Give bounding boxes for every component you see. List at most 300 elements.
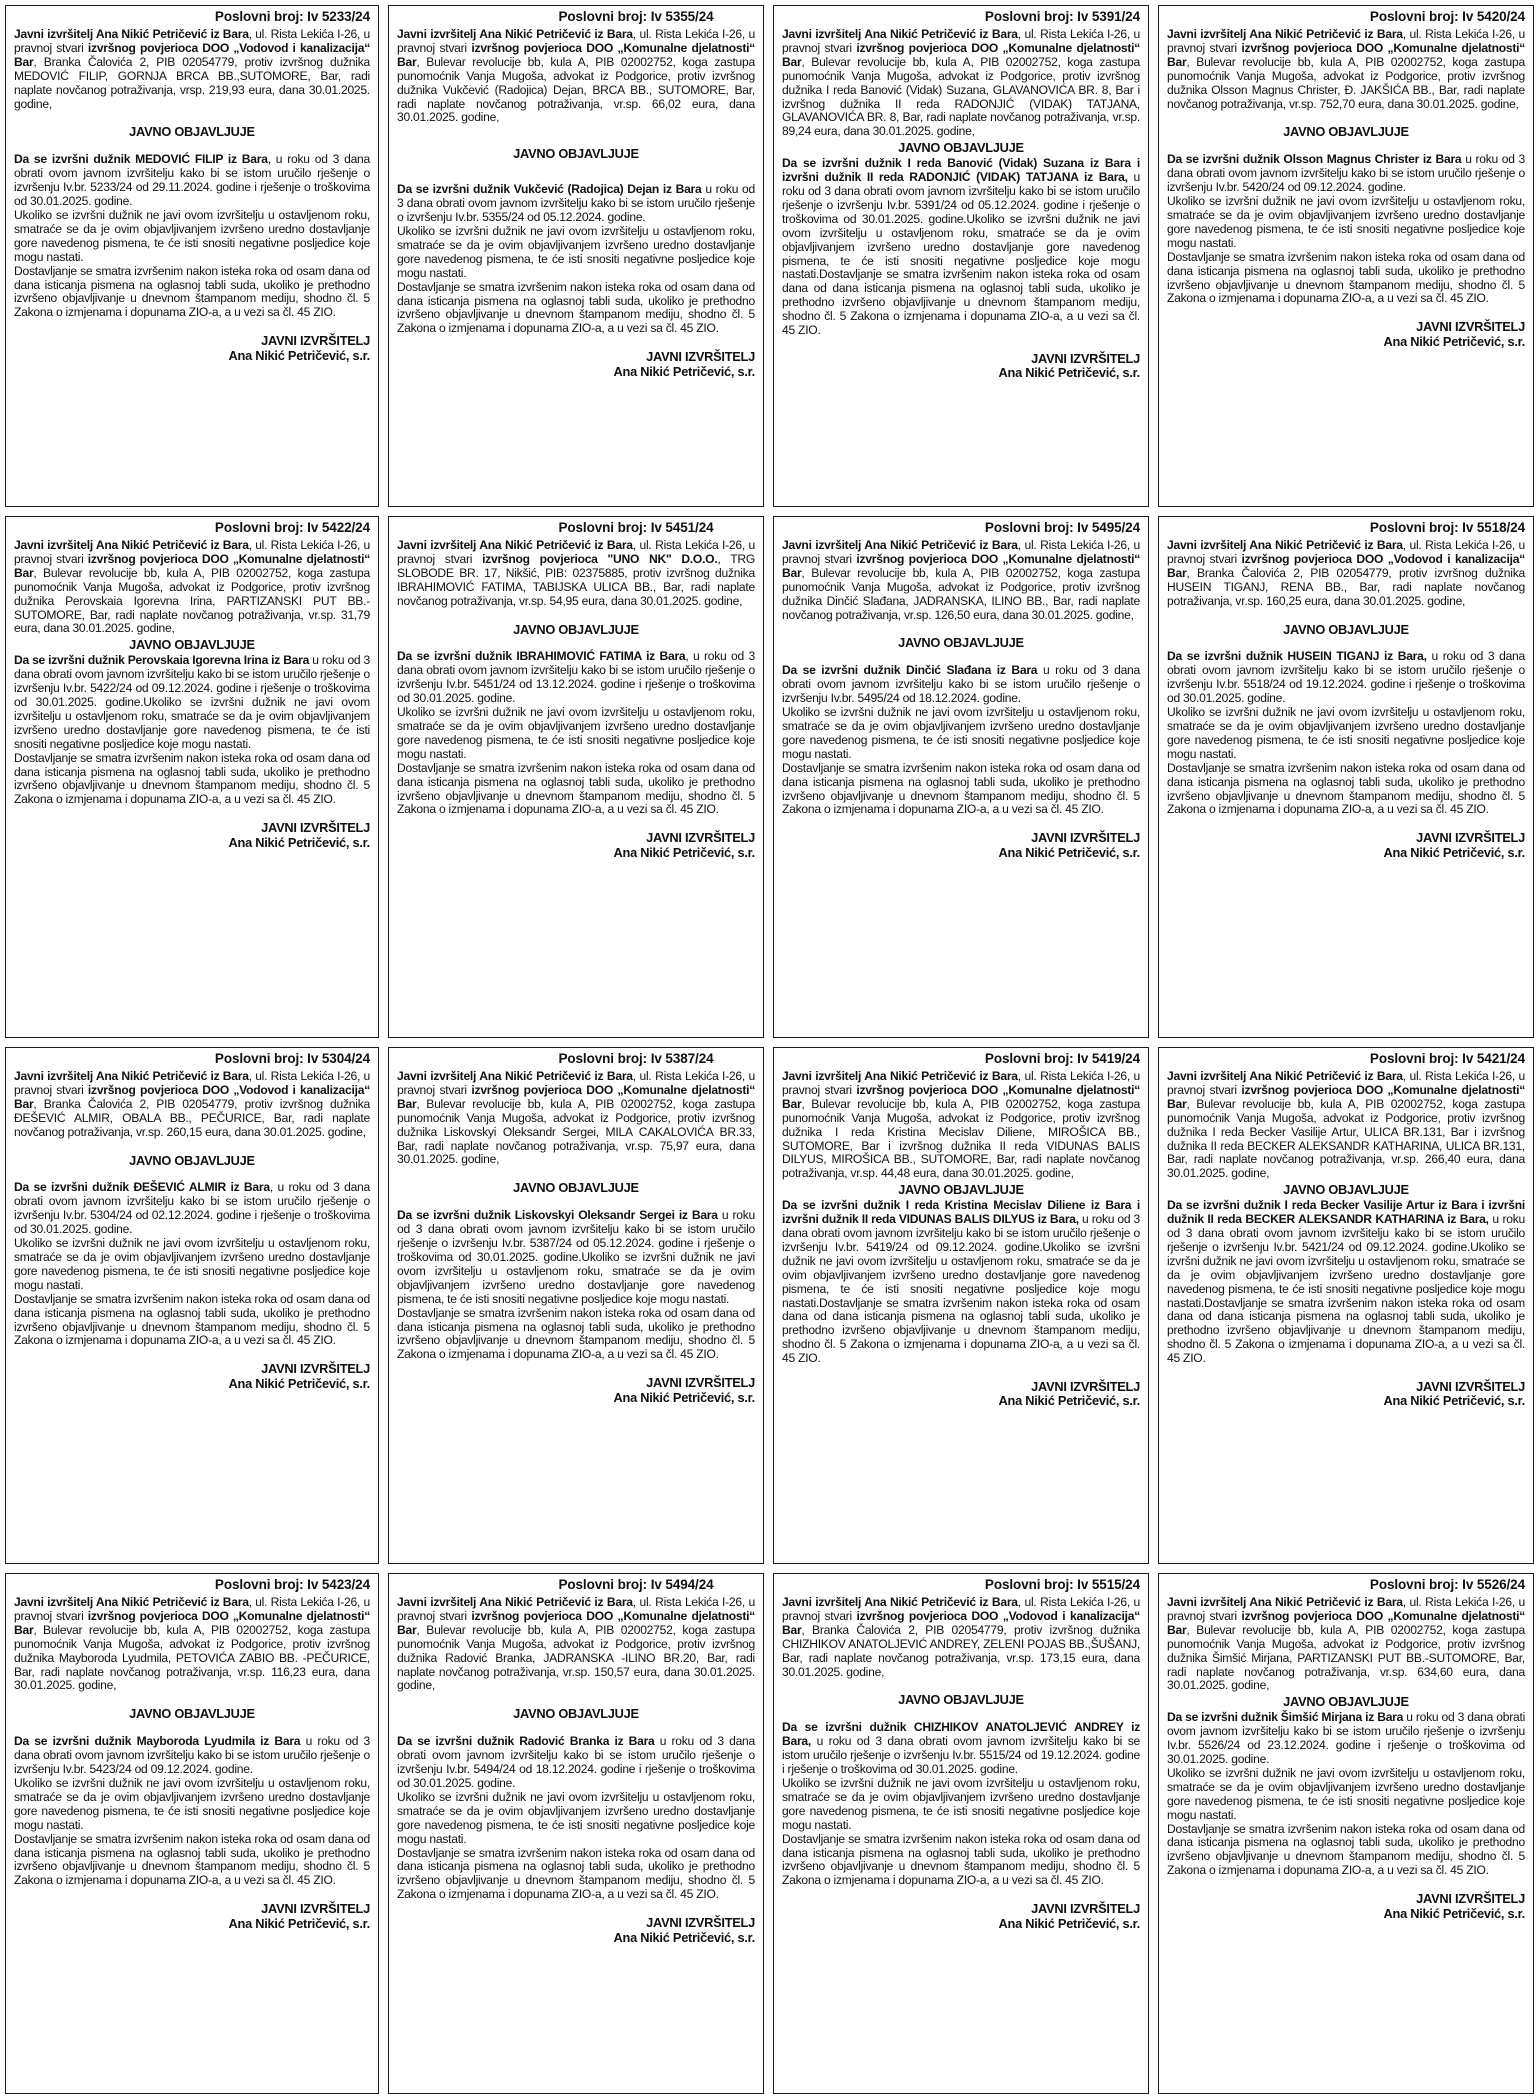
text-run: , Bulevar revolucije bb, kula A, PIB 02002752, koga zastupa punomoćnik Vanja Mugoša, advokat iz Podgorice, protiv izvršnog dužnika Dinčić Slađana, JADRANSKA, ILINO BB., Bar, radi naplate novčanog potraživanja, vr.sp. 126,50 eura, dana 30.01.2025. godine, xyxy=(782,565,1140,622)
text-run: Ukoliko se izvršni dužnik ne javi ovom izvršitelju u ostavljenom roku, smatraće se da je ovim objavljivanjem izvršeno uredno dostavljanje gore navedenog pismena, te će isti snositi negativne posljedice koje mogu nastati. xyxy=(397,1789,755,1846)
text-run: Dostavljanje se smatra izvršenim nakon isteka roka od osam dana od dana isticanja pismena na oglasnoj tabli suda, ukoliko je prethodno izvršeno objavljivanje u dnevnom štampanom mediju, shodno čl. 5 Zakona o izmjenama i dopunama ZIO-a, a u vezi sa čl. 45 ZIO. xyxy=(14,1291,370,1348)
text-run: Ukoliko se izvršni dužnik ne javi ovom izvršitelju u ostavljenom roku, smatraće se da je ovim objavljivanjem izvršeno uredno dostavljanje gore navedenog pismena, te će isti snositi negativne posljedice koje mogu nastati. xyxy=(397,223,755,280)
spacer xyxy=(1167,609,1525,623)
spacer xyxy=(1167,636,1525,650)
notice-body xyxy=(14,654,370,807)
notice-cell-13 xyxy=(0,1568,383,2098)
body-paragraph xyxy=(782,762,1140,818)
notice-cell-4 xyxy=(1153,0,1538,511)
text-run: u roku od 3 dana obrati ovom javnom izvršitelju kako bi se istom uručilo rješenje o izvršenju Iv.br. 5423/24 od 09.12.2024. godine. xyxy=(14,1734,370,1777)
text-run: , ul. Rista Lekića I-26, u pravnoj stvari xyxy=(14,1069,370,1097)
notice-box xyxy=(5,5,379,507)
signature-title: JAVNI IZVRŠITELJ xyxy=(1416,319,1525,335)
case-number: Poslovni broj: Iv 5391/24 xyxy=(984,9,1140,24)
signature xyxy=(1167,1892,1525,1921)
notice-cell-7 xyxy=(768,511,1153,1042)
text-run: Dostavljanje se smatra izvršenim nakon isteka roka od osam dana od dana isticanja pismena na oglasnoj tabli suda, ukoliko je prethodno izvršeno objavljivanje u dnevnom štampanom mediju, shodno čl. 5 Zakona o izmjenama i dopunama ZIO-a, a u vezi sa čl. 45 ZIO. xyxy=(782,760,1140,817)
bold-text: Javni izvršitelj Ana Nikić Petričević iz Bara xyxy=(14,27,249,41)
notice-intro xyxy=(14,539,370,636)
text-run: , Bulevar revolucije bb, kula A, PIB 02002752, koga zastupa punomoćnik Vanja Mugoša, advokat iz Podgorice, protiv izvršnog dužnika I reda Kristina Mecislav Diliene, MIROŠICA BB., SUTOMORE, Bar i izvršnog dužnika II reda VIDUNAS BALIS DILYUS, MIROŠICA BB., SUTOMORE, Bar, radi naplate novčanog potraživanja, vr.sp. 44,48 eura, dana 30.01.2025. godine, xyxy=(782,1096,1140,1181)
notice-heading: JAVNO OBJAVLJUJE xyxy=(513,146,639,162)
signature-name: Ana Nikić Petričević, s.r. xyxy=(998,1393,1140,1409)
body-paragraph xyxy=(397,281,755,337)
bold-text: Javni izvršitelj Ana Nikić Petričević iz Bara xyxy=(1167,1595,1403,1609)
text-run: , ul. Rista Lekića I-26, u pravnoj stvari xyxy=(782,538,1140,566)
signature-name: Ana Nikić Petričević, s.r. xyxy=(228,1375,370,1391)
notice-cell-2 xyxy=(383,0,768,511)
notice-heading: JAVNO OBJAVLJUJE xyxy=(898,1182,1024,1198)
notice-box xyxy=(388,1047,764,1564)
bold-text: Da se izvršni dužnik Mayboroda Lyudmila iz Bara xyxy=(14,1734,301,1749)
signature xyxy=(782,1902,1140,1931)
signature-name: Ana Nikić Petričević, s.r. xyxy=(1383,333,1525,349)
body-paragraph xyxy=(14,153,370,209)
notice-heading: JAVNO OBJAVLJUJE xyxy=(129,1152,255,1168)
text-run: , ul. Rista Lekića I-26, u pravnoj stvari xyxy=(14,538,370,566)
notice-heading: JAVNO OBJAVLJUJE xyxy=(129,1706,255,1722)
bold-text: izvršnog povjerioca DOO „Komunalne djelatnosti“ Bar xyxy=(1167,1082,1526,1111)
bold-text: Javni izvršitelj Ana Nikić Petričević iz Bara xyxy=(1167,538,1403,552)
case-number: Poslovni broj: Iv 5451/24 xyxy=(558,520,714,535)
spacer xyxy=(397,1693,755,1707)
signature xyxy=(782,352,1140,381)
text-run: , Bulevar revolucije bb, kula A, PIB 02002752, koga zastupa punomoćnik Vanja Mugoša, advokat iz Podgorice, protiv izvršnog dužnika Olsson Magnus Christer, Đ. JAKŠIĆA BB., Bar, radi naplate novčanog potraživanja, vr.sp. 752,70 eura, dana 30.01.2025. godine, xyxy=(1167,54,1525,111)
text-run: Ukoliko se izvršni dužnik ne javi ovom izvršitelju u ostavljenom roku, smatraće se da je ovim objavljivanjem izvršeno uredno dostavljanje gore navedenog pismena, te će isti snositi negativne posljedice koje mogu nastati. xyxy=(14,1236,370,1292)
body-paragraph xyxy=(1167,1199,1525,1366)
spacer xyxy=(782,1679,1140,1693)
text-run: , TRG SLOBODE BR. 17, Nikšić, PIB: 02375885, protiv izvršnog dužnika IBRAHIMOVIĆ FATIMA, TABIJSKA ULICA BB., Bar, radi naplate novčanog potraživanja, vr.sp. 54,95 eura, dana 30.01.2025. godine, xyxy=(397,551,756,608)
signature-title: JAVNI IZVRŠITELJ xyxy=(1031,830,1140,846)
body-paragraph xyxy=(1167,195,1525,251)
signature xyxy=(14,334,370,363)
text-run: Dostavljanje se smatra izvršenim nakon isteka roka od osam dana od dana isticanja pismena na oglasnoj tabli suda, ukoliko je prethodno izvršeno objavljivanje u dnevnom štampanom mediju, shodno čl. 5 Zakona o izmjenama i dopunama ZIO-a, a u vezi sa čl. 45 ZIO. xyxy=(397,279,755,336)
body-paragraph xyxy=(14,1237,370,1293)
signature xyxy=(14,1362,370,1391)
signature xyxy=(14,1902,370,1931)
text-run: Ukoliko se izvršni dužnik ne javi ovom izvršitelju u ostavljenom roku, smatraće se da je ovim objavljivanjem izvršeno uredno dostavljanje gore navedenog pismena, te će isti snositi negativne posljedice koje mogu nastati. xyxy=(14,1775,370,1832)
text-run: u roku od 3 dana obrati ovom javnom izvršitelju kako bi se istom uručilo rješenje o izvršenju Iv.br. 5391/24 od 05.12.2024. godine i rješenje o troškovima od 30.01.2025. godine.Ukoliko se izvršni dužnik ne javi ovom izvršitelju u ostavljenom roku, smatraće se da je ovim objavljivanjem izvršeno uredno dostavljanje gore navedenog pismena, te će isti snositi negativne posljedice koje mogu nastati.Dostavljanje se smatra izvršenim nakon isteka roka od osam dana od dana isticanja pismena na oglasnoj tabli suda, ukoliko je prethodno izvršeno objavljivanje u dnevnom štampanom mediju, shodno čl. 5 Zakona o izmjenama i dopunama ZIO-a, a u vezi sa čl. 45 ZIO. xyxy=(782,170,1140,338)
notice-body xyxy=(14,1181,370,1348)
body-paragraph xyxy=(14,752,370,808)
notice-body xyxy=(397,1735,755,1902)
body-paragraph xyxy=(14,1181,370,1237)
notice-heading: JAVNO OBJAVLJUJE xyxy=(1283,621,1409,637)
body-paragraph xyxy=(1167,706,1525,762)
signature xyxy=(397,1376,755,1405)
signature-title: JAVNI IZVRŠITELJ xyxy=(261,1361,370,1377)
body-paragraph xyxy=(1167,153,1525,195)
spacer xyxy=(14,111,370,125)
bold-text: Da se izvršni dužnik HUSEIN TIGANJ iz Bara, xyxy=(1167,649,1427,664)
signature-title: JAVNI IZVRŠITELJ xyxy=(1031,1901,1140,1917)
body-paragraph xyxy=(14,1735,370,1777)
text-run: , u roku od 3 dana obrati ovom javnom izvršitelju kako bi se istom uručilo rješenje o izvršenju Iv.br. 5451/24 od 13.12.2024. godine i rješenje o troškovima od 30.01.2025. godine. xyxy=(397,649,755,706)
case-number: Poslovni broj: Iv 5420/24 xyxy=(1369,9,1525,24)
text-run: , ul. Rista Lekića I-26, u pravnoj stvari xyxy=(1167,1595,1525,1623)
body-paragraph xyxy=(14,654,370,751)
text-run: , ul. Rista Lekića I-26, u pravnoj stvari xyxy=(1167,1069,1525,1097)
text-run: Dostavljanje se smatra izvršenim nakon isteka roka od osam dana od dana isticanja pismena na oglasnoj tabli suda, ukoliko je prethodno izvršeno objavljivanje u dnevnom štampanom mediju, shodno čl. 5 Zakona o izmjenama i dopunama ZIO-a, a u vezi sa čl. 45 ZIO. xyxy=(14,1831,370,1888)
text-run: u roku od 3 dana obrati ovom javnom izvršitelju kako bi se istom uručilo rješenje o izvršenju Iv.br. 5515/24 od 19.12.2024. godine i rješenje o troškovima od 30.01.2025. godine. xyxy=(782,1734,1140,1777)
bold-text: Javni izvršitelj Ana Nikić Petričević iz Bara xyxy=(782,1595,1018,1609)
text-run: Ukoliko se izvršni dužnik ne javi ovom izvršitelju u ostavljenom roku, smatraće se da je ovim objavljivanjem izvršeno uredno dostavljanje gore navedenog pismena, te će isti snositi negativne posljedice koje mogu nastati. xyxy=(782,1775,1140,1832)
text-run: , ul. Rista Lekića I-26, u pravnoj stvari xyxy=(1167,538,1525,566)
text-run: , u roku od 3 dana obrati ovom javnom izvršitelju kako bi se istom uručilo rješenje o izvršenju Iv.br. 5233/24 od 29.11.2024. godine i rješenje o troškovima od 30.01.2025. godine. xyxy=(14,152,371,209)
spacer xyxy=(397,1167,755,1181)
signature-title: JAVNI IZVRŠITELJ xyxy=(1416,1891,1525,1907)
notice-body xyxy=(397,183,755,336)
text-run: u roku od 3 dana obrati ovom javnom izvršitelju kako bi se istom uručilo rješenje o izvršenju Iv.br. 5355/24 od 05.12.2024. godine. xyxy=(397,182,755,225)
bold-text: Da se izvršni dužnik Olsson Magnus Christer iz Bara xyxy=(1167,152,1462,167)
bold-text: izvršnog povjerioca DOO „Vodovod i kanalizacija“ Bar xyxy=(1167,551,1525,580)
bold-text: Da se izvršni dužnik I reda Becker Vasilije Artur iz Bara i izvršni dužnik II reda BECKER ALEKSANDR KATHARINA iz Bara, xyxy=(1167,1198,1525,1227)
notice-intro xyxy=(14,1070,370,1140)
signature-title: JAVNI IZVRŠITELJ xyxy=(1031,350,1140,366)
body-paragraph xyxy=(782,1833,1140,1889)
notice-body xyxy=(397,650,755,817)
signature xyxy=(782,1380,1140,1409)
text-run: , ul. Rista Lekića I-26, u pravnoj stvari xyxy=(397,1595,755,1623)
spacer xyxy=(397,609,755,623)
text-run: , Branka Čalovića 2, PIB 02054779, protiv izvršnog dužnika MEDOVIĆ FILIP, GORNJA BRCA BB.,SUTOMORE, Bar, radi naplate novčanog potraživanja, vrsp. 219,93 eura, dana 30.01.2025. godine, xyxy=(14,54,370,111)
body-paragraph xyxy=(397,1735,755,1791)
signature xyxy=(14,821,370,850)
bold-text: Da se izvršni dužnik MEDOVIĆ FILIP iz Bara xyxy=(14,152,268,167)
text-run: Dostavljanje se smatra izvršenim nakon isteka roka od osam dana od dana isticanja pismena na oglasnoj tabli suda, ukoliko je prethodno izvršeno objavljivanje u dnevnom štampanom mediju, shodno čl. 5 Zakona o izmjenama i dopunama ZIO-a, a u vezi sa čl. 45 ZIO. xyxy=(397,1305,755,1362)
body-paragraph xyxy=(397,183,755,225)
bold-text: izvršnog povjerioca DOO „Komunalne djelatnosti“ Bar xyxy=(397,1082,756,1111)
spacer xyxy=(782,650,1140,664)
text-run: Dostavljanje se smatra izvršenim nakon isteka roka od osam dana od dana isticanja pismena na oglasnoj tabli suda, ukoliko je prethodno izvršeno objavljivanje u dnevnom štampanom mediju, shodno čl. 5 Zakona o izmjenama i dopunama ZIO-a, a u vezi sa čl. 45 ZIO. xyxy=(782,1831,1140,1888)
bold-text: Da se izvršni dužnik Liskovskyi Oleksandr Sergei iz Bara xyxy=(397,1208,718,1223)
body-paragraph xyxy=(14,1833,370,1889)
signature-title: JAVNI IZVRŠITELJ xyxy=(1416,830,1525,846)
text-run: Dostavljanje se smatra izvršenim nakon isteka roka od osam dana od dana isticanja pismena na oglasnoj tabli suda, ukoliko je prethodno izvršeno objavljivanje u dnevnom štampanom mediju, shodno čl. 5 Zakona o izmjenama i dopunama ZIO-a, a u vezi sa čl. 45 ZIO. xyxy=(1167,249,1525,306)
text-run: Dostavljanje se smatra izvršenim nakon isteka roka od osam dana od dana isticanja pismena na oglasnoj tabli suda, ukoliko je prethodno izvršeno objavljivanje u dnevnom štampanom mediju, shodno čl. 5 Zakona o izmjenama i dopunama ZIO-a, a u vezi sa čl. 45 ZIO. xyxy=(1167,760,1525,817)
bold-text: izvršnog povjerioca "UNO NK" D.O.O. xyxy=(482,551,718,566)
notice-cell-1 xyxy=(0,0,383,511)
signature-title: JAVNI IZVRŠITELJ xyxy=(1416,1379,1525,1395)
signature xyxy=(1167,831,1525,860)
signature-title: JAVNI IZVRŠITELJ xyxy=(646,830,755,846)
signature xyxy=(1167,320,1525,349)
notice-body xyxy=(782,157,1140,338)
signature-name: Ana Nikić Petričević, s.r. xyxy=(228,834,370,850)
case-number: Poslovni broj: Iv 5518/24 xyxy=(1369,520,1525,535)
case-number: Poslovni broj: Iv 5494/24 xyxy=(558,1577,714,1592)
text-run: , Bulevar revolucije bb, kula A, PIB 02002752, koga zastupa punomoćnik Vanja Mugoša, advokat iz Podgorice, protiv izvršnog dužnika Mayboroda Lyudmila, PETOVIĆA ZABIO BB. -PEČURICE, Bar, radi naplate novčanog potraživanja, vr.sp. 116,23 eura, dana 30.01.2025. godine, xyxy=(14,1622,370,1693)
text-run: , Bulevar revolucije bb, kula A, PIB 02002752, koga zastupa punomoćnik Vanja Mugoša, advokat iz Podgorice, protiv izvršnog dužnika I reda Becker Vasilije Artur, ULICA BR.131, Bar i izvršnog dužnika II reda BECKER ALEKSANDR KATHARINA, ULICA BR.131, Bar, radi naplate novčanog potraživanja, vr.sp. 266,40 eura, dana 30.01.2025. godine, xyxy=(1167,1096,1525,1181)
notice-intro xyxy=(14,28,370,111)
notice-heading: JAVNO OBJAVLJUJE xyxy=(1283,1694,1409,1710)
text-run: Ukoliko se izvršni dužnik ne javi ovom izvršitelju u ostavljenom roku, smatraće se da je ovim objavljivanjem izvršeno uredno dostavljanje gore navedenog pismena, te će isti snositi negativne posljedice koje mogu nastati. xyxy=(1167,1765,1525,1822)
bold-text: Javni izvršitelj Ana Nikić Petričević iz Bara xyxy=(397,1595,633,1609)
notice-heading: JAVNO OBJAVLJUJE xyxy=(129,124,255,140)
notice-box xyxy=(1158,5,1534,507)
notice-cell-11 xyxy=(768,1042,1153,1568)
text-run: , Branka Čalovića 2, PIB 02054779, protiv izvršnog dužnika CHIZHIKOV ANATOLJEVIĆ ANDREY, ZELENI POJAS BB.,ŠUŠANJ, Bar, radi naplate novčanog potraživanja, vr.sp. 173,15 eura, dana 30.01.2025. godine, xyxy=(782,1622,1140,1679)
text-run: Dostavljanje se smatra izvršenim nakon isteka roka od osam dana od dana isticanja pismena na oglasnoj tabli suda, ukoliko je prethodno izvršeno objavljivanje u dnevnom štampanom mediju, shodno čl. 5 Zakona o izmjenama i dopunama ZIO-a, a u vezi sa čl. 45 ZIO. xyxy=(14,263,370,320)
signature-title: JAVNI IZVRŠITELJ xyxy=(646,349,755,365)
notice-body xyxy=(782,1199,1140,1366)
notice-body xyxy=(1167,1199,1525,1366)
signature-name: Ana Nikić Petričević, s.r. xyxy=(613,844,755,860)
case-number: Poslovni broj: Iv 5355/24 xyxy=(558,9,714,24)
bold-text: Javni izvršitelj Ana Nikić Petričević iz Bara xyxy=(1167,1069,1403,1083)
notice-body xyxy=(14,1735,370,1888)
signature-name: Ana Nikić Petričević, s.r. xyxy=(998,365,1140,381)
signature xyxy=(782,831,1140,860)
bold-text: Da se izvršni dužnik CHIZHIKOV ANATOLJEVIĆ ANDREY iz Bara, xyxy=(782,1720,1140,1749)
body-paragraph xyxy=(782,1721,1140,1777)
notice-intro xyxy=(397,28,755,125)
text-run: , Bulevar revolucije bb, kula A, PIB 02002752, koga zastupa punomoćnik Vanja Mugoša, advokat iz Podgorice, protiv izvršnog dužnika I reda Banović (Vidak) Suzana, GLAVANOVIĆA BR. 8, Bar i izvršnog dužnika II reda RADONJIĆ (VIDAK) TATJANA, GLAVANOVIĆA BR. 8, Bar, radi naplate novčanog potraživanja, vr.sp. 89,24 eura, dana 30.01.2025. godine, xyxy=(782,54,1140,139)
bold-text: Da se izvršni dužnik I reda Kristina Mecislav Diliene iz Bara i izvršni dužnik II reda VIDUNAS BALIS DILYUS iz Bara, xyxy=(782,1198,1140,1227)
text-run: , Bulevar revolucije bb, kula A, PIB 02002752, koga zastupa punomoćnik Vanja Mugoša, advokat iz Podgorice, protiv izvršnog dužnika Liskovskyi Oleksandr Sergei, MILA CAKALOVIĆA BR.33, Bar, radi naplate novčanog potraživanja, vr.sp. 75,97 eura, dana 30.01.2025. godine, xyxy=(397,1096,755,1167)
notice-box xyxy=(1158,1047,1534,1564)
notice-cell-6 xyxy=(383,511,768,1042)
notice-body xyxy=(782,664,1140,817)
text-run: , Bulevar revolucije bb, kula A, PIB 02002752, koga zastupa punomoćnik Vanja Mugoša, advokat iz Podgorice, protiv izvršnog dužnika Vukčević (Radojica) Dejan, BRCA BB., SUTOMORE, Bar, radi naplate novčanog potraživanja, vr.sp. 66,02 eura, dana 30.01.2025. godine, xyxy=(397,54,755,125)
bold-text: izvršnog povjerioca DOO „Komunalne djelatnosti“ Bar xyxy=(782,40,1141,69)
body-paragraph xyxy=(1167,1823,1525,1879)
spacer xyxy=(397,125,755,147)
text-run: Ukoliko se izvršni dužnik ne javi ovom izvršitelju u ostavljenom roku, smatraće se da je ovim objavljivanjem izvršeno uredno dostavljanje gore navedenog pismena, te će isti snositi negativne posljedice koje mogu nastati. xyxy=(397,705,755,761)
bold-text: izvršnog povjerioca DOO „Komunalne djelatnosti“ Bar xyxy=(1167,1608,1526,1637)
body-paragraph xyxy=(782,706,1140,762)
notice-heading: JAVNO OBJAVLJUJE xyxy=(1283,124,1409,140)
body-paragraph xyxy=(397,225,755,281)
notice-heading: JAVNO OBJAVLJUJE xyxy=(513,1180,639,1196)
bold-text: Javni izvršitelj Ana Nikić Petričević iz Bara xyxy=(397,538,633,552)
body-paragraph xyxy=(397,1209,755,1306)
text-run: u roku od 3 dana obrati ovom javnom izvršitelju kako bi se istom uručilo rješenje o izvršenju Iv.br. 5518/24 od 19.12.2024. godine i rješenje o troškovima od 30.01.2025. godine. xyxy=(1167,649,1525,706)
notice-intro xyxy=(1167,539,1525,609)
notice-intro xyxy=(1167,1596,1525,1693)
signature-name: Ana Nikić Petričević, s.r. xyxy=(613,1929,755,1945)
body-paragraph xyxy=(782,1777,1140,1833)
text-run: , Branka Čalovića 2, PIB 02054779, protiv izvršnog dužnika ĐEŠEVIĆ ALMIR, OBALA BB., PEČURICE, Bar, radi naplate novčanog potraživanja, vr.sp. 260,15 eura, dana 30.01.2025. godine, xyxy=(14,1096,370,1139)
text-run: u roku od 3 dana obrati ovom javnom izvršitelju kako bi se istom uručilo rješenje o izvršenju Iv.br. 5495/24 od 18.12.2024. godine. xyxy=(782,663,1141,706)
text-run: u roku od 3 dana obrati ovom javnom izvršitelju kako bi se istom uručilo rješenje o izvršenju Iv.br. 5419/24 od 09.12.2024. godine.Ukoliko se izvršni dužnik ne javi ovom izvršitelju u ostavljenom roku, smatraće se da je ovim objavljivanjem izvršeno uredno dostavljanje gore navedenog pismena, te će isti snositi negativne posljedice koje mogu nastati.Dostavljanje se smatra izvršenim nakon isteka roka od osam dana od dana isticanja pismena na oglasnoj tabli suda, ukoliko je prethodno izvršeno objavljivanje u dnevnom štampanom mediju, shodno čl. 5 Zakona o izmjenama i dopunama ZIO-a, a u vezi sa čl. 45 ZIO. xyxy=(782,1212,1141,1366)
text-run: Dostavljanje se smatra izvršenim nakon isteka roka od osam dana od dana isticanja pismena na oglasnoj tabli suda, ukoliko je prethodno izvršeno objavljivanje u dnevnom štampanom mediju, shodno čl. 5 Zakona o izmjenama i dopunama ZIO-a, a u vezi sa čl. 45 ZIO. xyxy=(397,1845,755,1902)
notice-cell-10 xyxy=(383,1042,768,1568)
body-paragraph xyxy=(14,1293,370,1349)
bold-text: izvršnog povjerioca DOO „Komunalne djelatnosti“ Bar xyxy=(782,551,1141,580)
case-number: Poslovni broj: Iv 5515/24 xyxy=(984,1577,1140,1592)
text-run: , Bulevar revolucije bb, kula A, PIB 02002752, koga zastupa punomoćnik Vanja Mugoša, advokat iz Podgorice, protiv izvršnog dužnika Šimšić Mirjana, PARTIZANSKI PUT BB.-SUTOMORE, Bar, radi naplate novčanog potraživanja, vr.sp. 634,60 eura, dana 30.01.2025. godine, xyxy=(1167,1622,1525,1693)
notice-body xyxy=(782,1721,1140,1888)
case-number: Poslovni broj: Iv 5304/24 xyxy=(214,1051,370,1066)
text-run: , ul. Rista Lekića I-26, u pravnoj stvari xyxy=(14,1595,370,1623)
body-paragraph xyxy=(14,1777,370,1833)
case-number: Poslovni broj: Iv 5233/24 xyxy=(214,9,370,24)
spacer xyxy=(397,161,755,183)
case-number: Poslovni broj: Iv 5422/24 xyxy=(214,520,370,535)
signature-title: JAVNI IZVRŠITELJ xyxy=(261,820,370,836)
signature-name: Ana Nikić Petričević, s.r. xyxy=(1383,844,1525,860)
text-run: Dostavljanje se smatra izvršenim nakon isteka roka od osam dana od dana isticanja pismena na oglasnoj tabli suda, ukoliko je prethodno izvršeno objavljivanje u dnevnom štampanom mediju, shodno čl. 5 Zakona o izmjenama i dopunama ZIO-a, a u vezi sa čl. 45 ZIO. xyxy=(1167,1821,1525,1878)
body-paragraph xyxy=(397,706,755,762)
bold-text: Javni izvršitelj Ana Nikić Petričević iz Bara xyxy=(14,1595,249,1609)
notice-cell-5 xyxy=(0,511,383,1042)
notice-intro xyxy=(397,539,755,609)
signature-title: JAVNI IZVRŠITELJ xyxy=(261,1901,370,1917)
notice-heading: JAVNO OBJAVLJUJE xyxy=(898,1692,1024,1708)
bold-text: Javni izvršitelj Ana Nikić Petričević iz Bara xyxy=(14,538,249,552)
signature-name: Ana Nikić Petričević, s.r. xyxy=(998,844,1140,860)
notice-intro xyxy=(782,1596,1140,1679)
signature-name: Ana Nikić Petričević, s.r. xyxy=(1383,1905,1525,1921)
case-number: Poslovni broj: Iv 5423/24 xyxy=(214,1577,370,1592)
text-run: Ukoliko se izvršni dužnik ne javi ovom izvršitelju u ostavljenom roku, smatraće se da je ovim objavljivanjem izvršeno uredno dostavljanje gore navedenog pismena, te će isti snositi negativne posljedice koje mogu nastati. xyxy=(1167,705,1525,761)
bold-text: izvršnog povjerioca DOO „Komunalne djelatnosti“ Bar xyxy=(397,40,756,69)
notice-heading: JAVNO OBJAVLJUJE xyxy=(513,1706,639,1722)
notice-box xyxy=(388,5,764,507)
notice-cell-3 xyxy=(768,0,1153,511)
spacer xyxy=(1167,111,1525,125)
text-run: , ul. Rista Lekića I-26, u pravnoj stvari xyxy=(397,538,755,566)
text-run: Dostavljanje se smatra izvršenim nakon isteka roka od osam dana od dana isticanja pismena na oglasnoj tabli suda, ukoliko je prethodno izvršeno objavljivanje u dnevnom štampanom mediju, shodno čl. 5 Zakona o izmjenama i dopunama ZIO-a, a u vezi sa čl. 45 ZIO. xyxy=(397,760,755,817)
text-run: , ul. Rista Lekića I-26, u pravnoj stvari xyxy=(782,27,1140,55)
text-run: u roku od 3 dana obrati ovom javnom izvršitelju kako bi se istom uručilo rješenje o izvršenju Iv.br. 5421/24 od 09.12.2024. godine.Ukoliko se izvršni dužnik ne javi ovom izvršitelju u ostavljenom roku, smatraće se da je ovim objavljivanjem izvršeno uredno dostavljanje gore navedenog pismena, te će isti snositi negativne posljedice koje mogu nastati.Dostavljanje se smatra izvršenim nakon isteka roka od osam dana od dana isticanja pismena na oglasnoj tabli suda, ukoliko je prethodno izvršeno objavljivanje u dnevnom štampanom mediju, shodno čl. 5 Zakona o izmjenama i dopunama ZIO-a, a u vezi sa čl. 45 ZIO. xyxy=(1167,1212,1525,1366)
bold-text: Javni izvršitelj Ana Nikić Petričević iz Bara xyxy=(1167,27,1403,41)
text-run: Ukoliko se izvršni dužnik ne javi ovom izvršitelju u ostavljenom roku, smatraće se da je ovim objavljivanjem izvršeno uredno dostavljanje gore navedenog pismena, te će isti snositi negativne posljedice koje mogu nastati. xyxy=(1167,194,1525,250)
body-paragraph xyxy=(1167,1767,1525,1823)
spacer xyxy=(1167,139,1525,153)
bold-text: Da se izvršni dužnik ĐEŠEVIĆ ALMIR iz Bara xyxy=(14,1180,270,1195)
bold-text: izvršnog povjerioca DOO „Komunalne djelatnosti“ Bar xyxy=(14,551,371,580)
notice-body xyxy=(1167,1711,1525,1878)
notice-heading: JAVNO OBJAVLJUJE xyxy=(898,635,1024,651)
notice-box xyxy=(5,1573,379,2094)
text-run: u roku od 3 dana obrati ovom javnom izvršitelju kako bi se istom uručilo rješenje o izvršenju Iv.br. 5422/24 od 09.12.2024. godine i rješenje o troškovima od 30.01.2025. godine.Ukoliko se izvršni dužnik ne javi ovom izvršitelju u ostavljenom roku, smatraće se da je ovim objavljivanjem izvršeno uredno dostavljanje gore navedenog pismena, te će isti snositi negativne posljedice koje mogu nastati. xyxy=(14,653,370,751)
notice-heading: JAVNO OBJAVLJUJE xyxy=(898,140,1024,156)
signature xyxy=(397,831,755,860)
notice-intro xyxy=(397,1070,755,1167)
body-paragraph xyxy=(1167,1711,1525,1767)
notice-cell-9 xyxy=(0,1042,383,1568)
text-run: u roku od 3 dana obrati ovom javnom izvršitelju kako bi se istom uručilo rješenje o izvršenju Iv.br. 5387/24 od 05.12.2024. godine i rješenje o troškovima od 30.01.2025. godine.Ukoliko se izvršni dužnik ne javi ovom izvršitelju u ostavljenom roku, smatraće se da je ovim objavljivanjem izvršeno uredno dostavljanje gore navedenog pismena, te će isti snositi negativne posljedice koje mogu nastati. xyxy=(397,1208,755,1306)
signature xyxy=(397,1916,755,1945)
case-number: Poslovni broj: Iv 5387/24 xyxy=(558,1051,714,1066)
signature-name: Ana Nikić Petričević, s.r. xyxy=(228,347,370,363)
signature-name: Ana Nikić Petričević, s.r. xyxy=(613,363,755,379)
notice-cell-14 xyxy=(383,1568,768,2098)
text-run: , u roku od 3 dana obrati ovom javnom izvršitelju kako bi se istom uručilo rješenje o izvršenju Iv.br. 5304/24 od 02.12.2024. godine i rješenje o troškovima od 30.01.2025. godine. xyxy=(14,1180,370,1237)
text-run: , Branka Čalovića 2, PIB 02054779, protiv izvršnog dužnika HUSEIN TIGANJ, RENA BB., Bar, radi naplate novčanog potraživanja, vr.sp. 160,25 eura, dana 30.01.2025. godine, xyxy=(1167,565,1525,608)
notice-box xyxy=(773,516,1149,1038)
notice-intro xyxy=(782,539,1140,622)
notice-box xyxy=(5,516,379,1038)
notice-cell-16 xyxy=(1153,1568,1538,2098)
body-paragraph xyxy=(1167,650,1525,706)
bold-text: Javni izvršitelj Ana Nikić Petričević iz Bara xyxy=(782,1069,1018,1083)
notice-box xyxy=(5,1047,379,1564)
bold-text: Javni izvršitelj Ana Nikić Petričević iz Bara xyxy=(782,27,1018,41)
body-paragraph xyxy=(782,157,1140,338)
notice-intro xyxy=(14,1596,370,1693)
signature-name: Ana Nikić Petričević, s.r. xyxy=(1383,1393,1525,1409)
bold-text: izvršnog povjerioca DOO „Vodovod i kanalizacija“ Bar xyxy=(14,40,370,69)
notice-box xyxy=(388,1573,764,2094)
spacer xyxy=(14,1140,370,1154)
notice-body xyxy=(397,1209,755,1362)
signature-title: JAVNI IZVRŠITELJ xyxy=(261,333,370,349)
bold-text: Da se izvršni dužnik IBRAHIMOVIĆ FATIMA iz Bara xyxy=(397,649,686,664)
notice-intro xyxy=(782,1070,1140,1181)
text-run: u roku od 3 dana obrati ovom javnom izvršitelju kako bi se istom uručilo rješenje o izvršenju Iv.br. 5494/24 od 18.12.2024. godine i rješenje o troškovima od 30.01.2025. godine. xyxy=(397,1734,755,1790)
notice-intro xyxy=(1167,28,1525,111)
body-paragraph xyxy=(14,265,370,321)
notice-cell-12 xyxy=(1153,1042,1538,1568)
bold-text: Da se izvršni dužnik Perovskaia Igorevna Irina iz Bara xyxy=(14,653,310,668)
bold-text: Javni izvršitelj Ana Nikić Petričević iz Bara xyxy=(397,27,633,41)
signature xyxy=(1167,1380,1525,1409)
notice-heading: JAVNO OBJAVLJUJE xyxy=(129,637,255,653)
body-paragraph xyxy=(397,1791,755,1847)
notice-box xyxy=(773,1047,1149,1564)
body-paragraph xyxy=(1167,762,1525,818)
notice-body xyxy=(1167,650,1525,817)
text-run: u roku od 3 dana obrati ovom javnom izvršitelju kako bi se istom uručilo rješenje o izvršenju Iv.br. 5420/24 od 09.12.2024. godine. xyxy=(1167,152,1525,195)
notice-body xyxy=(1167,153,1525,306)
bold-text: izvršnog povjerioca DOO „Komunalne djelatnosti“ Bar xyxy=(782,1082,1141,1111)
notice-cell-15 xyxy=(768,1568,1153,2098)
body-paragraph xyxy=(397,650,755,706)
spacer xyxy=(397,1721,755,1735)
signature-name: Ana Nikić Petričević, s.r. xyxy=(998,1915,1140,1931)
bold-text: Javni izvršitelj Ana Nikić Petričević iz Bara xyxy=(397,1069,633,1083)
notice-intro xyxy=(782,28,1140,139)
bold-text: Javni izvršitelj Ana Nikić Petričević iz Bara xyxy=(14,1069,249,1083)
bold-text: Javni izvršitelj Ana Nikić Petričević iz Bara xyxy=(782,538,1018,552)
bold-text: Da se izvršni dužnik Šimšić Mirjana iz Bara xyxy=(1167,1710,1404,1725)
bold-text: Da se izvršni dužnik Dinčić Slađana iz Bara xyxy=(782,663,1038,678)
text-run: Ukoliko se izvršni dužnik ne javi ovom izvršitelju u ostavljenom roku, smatraće se da je ovim objavljivanjem izvršeno uredno dostavljanje gore navedenog pismena, te će isti snositi negativne posljedice koje mogu nastati. xyxy=(782,705,1140,761)
signature-title: JAVNI IZVRŠITELJ xyxy=(1031,1379,1140,1395)
text-run: , ul. Rista Lekića I-26, u pravnoj stvari xyxy=(14,27,370,55)
notice-box xyxy=(1158,1573,1534,2094)
signature-title: JAVNI IZVRŠITELJ xyxy=(646,1375,755,1391)
bold-text: Da se izvršni dužnik Radović Branka iz Bara xyxy=(397,1734,655,1749)
text-run: Dostavljanje se smatra izvršenim nakon isteka roka od osam dana od dana isticanja pismena na oglasnoj tabli suda, ukoliko je prethodno izvršeno objavljivanje u dnevnom štampanom mediju, shodno čl. 5 Zakona o izmjenama i dopunama ZIO-a, a u vezi sa čl. 45 ZIO. xyxy=(14,750,370,807)
signature xyxy=(397,350,755,379)
text-run: , ul. Rista Lekića I-26, u pravnoj stvari xyxy=(782,1595,1140,1623)
case-number: Poslovni broj: Iv 5526/24 xyxy=(1369,1577,1525,1592)
text-run: u roku od 3 dana obrati ovom javnom izvršitelju kako bi se istom uručilo rješenje o izvršenju Iv.br. 5526/24 od 23.12.2024. godine i rješenje o troškovima od 30.01.2025. godine. xyxy=(1167,1710,1526,1766)
notice-body xyxy=(14,153,370,320)
text-run: , ul. Rista Lekića I-26, u pravnoj stvari xyxy=(782,1069,1140,1097)
text-run: Ukoliko se izvršni dužnik ne javi ovom izvršitelju u ostavljenom roku, smatraće se da je ovim objavljivanjem izvršeno uredno dostavljanje gore navedenog pismena, te će isti snositi negativne posljedice koje mogu nastati. xyxy=(14,207,370,264)
body-paragraph xyxy=(397,1847,755,1903)
body-paragraph xyxy=(782,1199,1140,1366)
signature-name: Ana Nikić Petričević, s.r. xyxy=(228,1915,370,1931)
body-paragraph xyxy=(397,1307,755,1363)
signature-title: JAVNI IZVRŠITELJ xyxy=(646,1915,755,1931)
spacer xyxy=(782,622,1140,636)
body-paragraph xyxy=(1167,251,1525,307)
notice-intro xyxy=(397,1596,755,1693)
text-run: , ul. Rista Lekića I-26, u pravnoj stvari xyxy=(397,27,755,55)
bold-text: Da se izvršni dužnik Vukčević (Radojica) Dejan iz Bara xyxy=(397,182,702,197)
body-paragraph xyxy=(782,664,1140,706)
notice-intro xyxy=(1167,1070,1525,1181)
spacer xyxy=(397,1195,755,1209)
signature-name: Ana Nikić Petričević, s.r. xyxy=(613,1389,755,1405)
notice-box xyxy=(1158,516,1534,1038)
notice-cell-8 xyxy=(1153,511,1538,1042)
